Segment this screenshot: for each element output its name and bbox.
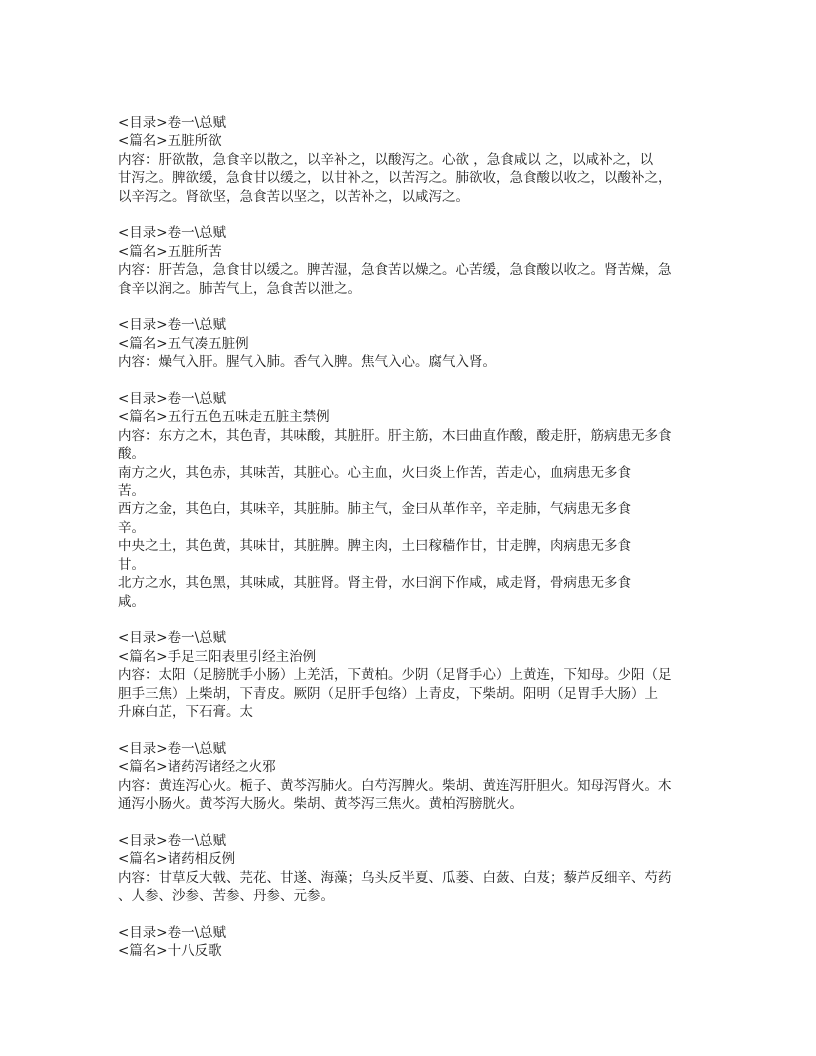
entry-content-line: 北方之水，其色黑，其味咸，其脏肾。肾主骨，水曰润下作咸，咸走肾，骨病患无多食: [118, 575, 631, 592]
entry-content-line: 苦。: [118, 483, 145, 500]
entry-wuzang-suoyu: [118, 114, 708, 206]
entry-title: <篇名>五脏所欲: [118, 133, 222, 150]
entry-content-line: 内容：肝欲散，急食辛以散之，以辛补之，以酸泻之。心欲 ，急食咸以 之，以咸补之，以: [118, 151, 654, 168]
entry-catalog: <目录>卷一\总赋: [118, 924, 227, 941]
entry-content-line: 内容：肝苦急，急食甘以缓之。脾苦湿，急食苦以燥之。心苦缓，急食酸以收之。肾苦燥，急: [118, 262, 672, 279]
entry-content-line: 内容：太阳（足膀胱手小肠）上羌活，下黄柏。少阴（足肾手心）上黄连，下知母。少阳（足: [118, 667, 672, 684]
entry-catalog: <目录>卷一\总赋: [118, 391, 227, 408]
entry-catalog: <目录>卷一\总赋: [118, 740, 227, 757]
entry-title: <篇名>五气凑五脏例: [118, 335, 249, 352]
entry-content-line: 食辛以润之。肺苦气上，急食苦以泄之。: [118, 280, 361, 297]
entry-title: <篇名>五脏所苦: [118, 243, 222, 260]
entry-content-line: 以辛泻之。肾欲坚，急食苦以坚之，以苦补之，以咸泻之。: [118, 188, 469, 205]
entry-content-line: 西方之金，其色白，其味辛，其脏肺。肺主气，金曰从革作辛，辛走肺，气病患无多食: [118, 501, 631, 518]
entry-zhuyao-xiangfan: [118, 832, 708, 906]
entry-content-line: 中央之土，其色黄，其味甘，其脏脾。脾主肉，土曰稼穑作甘，甘走脾，肉病患无多食: [118, 538, 631, 555]
entry-content-line: 内容：黄连泻心火。栀子、黄芩泻肺火。白芍泻脾火。柴胡、黄连泻肝胆火。知母泻肾火。木: [118, 777, 672, 794]
entry-content-line: 内容：东方之木，其色青，其味酸，其脏肝。肝主筋，木曰曲直作酸，酸走肝，筋病患无多食: [118, 427, 672, 444]
entry-content-line: 南方之火，其色赤，其味苦，其脏心。心主血，火曰炎上作苦，苦走心，血病患无多食: [118, 464, 631, 481]
entry-content-line: 升麻白芷，下石膏。太: [118, 703, 253, 720]
entry-zhuyao-xie-huoxie: [118, 740, 708, 814]
entry-shiba-fan-ge: [118, 924, 708, 961]
entry-title: <篇名>手足三阳表里引经主治例: [118, 648, 317, 665]
entry-content-line: 辛。: [118, 519, 145, 536]
entry-content-line: 内容：甘草反大戟、芫花、甘遂、海藻；乌头反半夏、瓜蒌、白蔹、白芨；藜芦反细辛、芍药: [118, 869, 672, 886]
entry-content-line: 咸。: [118, 593, 145, 610]
entry-title: <篇名>五行五色五味走五脏主禁例: [118, 409, 330, 426]
entry-content-line: 、人参、沙参、苦参、丹参、元参。: [118, 887, 334, 904]
entry-content-line: 胆手三焦）上柴胡，下青皮。厥阴（足肝手包络）上青皮，下柴胡。阳明（足胃手大肠）上: [118, 685, 658, 702]
entry-content-line: 酸。: [118, 446, 145, 463]
entry-catalog: <目录>卷一\总赋: [118, 225, 227, 242]
entry-content-line: 甘泻之。脾欲缓，急食甘以缓之，以甘补之，以苦泻之。肺欲收，急食酸以收之，以酸补之，: [118, 170, 672, 187]
entry-content-line: 通泻小肠火。黄芩泻大肠火。柴胡、黄芩泻三焦火。黄柏泻膀胱火。: [118, 795, 523, 812]
entry-catalog: <目录>卷一\总赋: [118, 115, 227, 131]
entry-title: <篇名>诸药相反例: [118, 851, 236, 868]
entry-wuzang-suoku: [118, 224, 708, 298]
entry-catalog: <目录>卷一\总赋: [118, 630, 227, 647]
entry-catalog: <目录>卷一\总赋: [118, 832, 227, 849]
entry-catalog: <目录>卷一\总赋: [118, 317, 227, 334]
entry-title: <篇名>十八反歌: [118, 943, 222, 960]
entry-shouzu-sanyang: [118, 629, 708, 721]
entry-wuqi-cou-wuzang: [118, 316, 708, 371]
entry-content-line: 内容：燥气入肝。腥气入肺。香气入脾。焦气入心。腐气入肾。: [118, 354, 496, 371]
entry-wuxing-wuse-wuwei: [118, 390, 708, 611]
entry-content-line: 甘。: [118, 556, 145, 573]
document-page: [118, 114, 708, 979]
entry-title: <篇名>诸药泻诸经之火邪: [118, 759, 276, 776]
